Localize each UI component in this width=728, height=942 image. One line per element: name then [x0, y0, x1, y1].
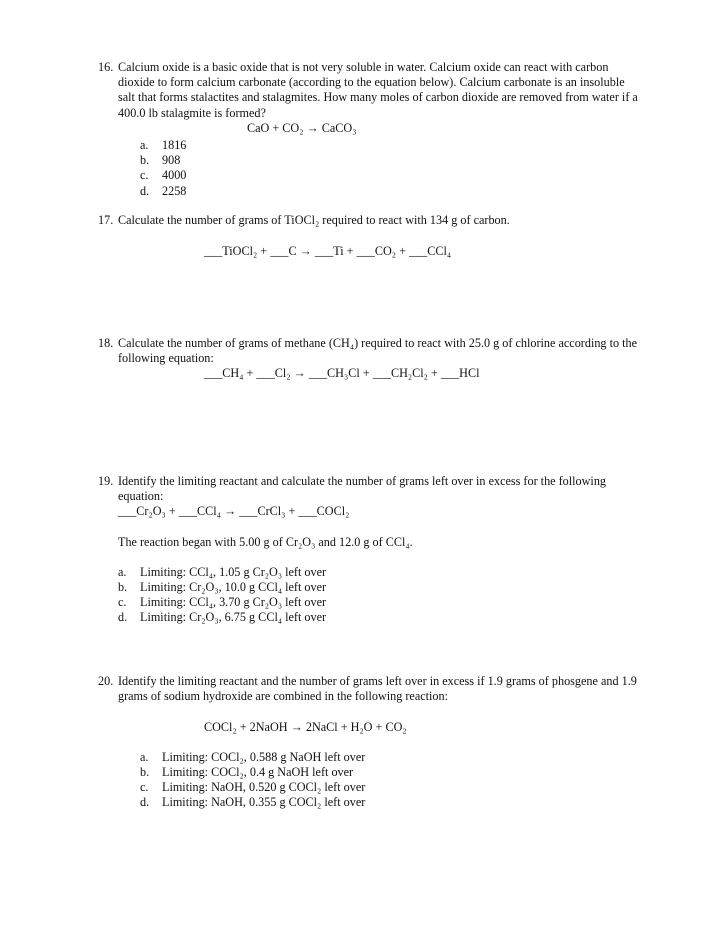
question-text: Identify the limiting reactant and the number of grams left over in excess if 1.9 grams of phosgene and 1.9 grams of sodium hydroxide are combined in the following reaction: [118, 674, 637, 704]
choice-letter: b. [118, 580, 128, 595]
equation: COCl₂ + 2NaOH → 2NaCl + H₂O + CO₂ [204, 720, 407, 735]
choice-item[interactable] [140, 184, 638, 199]
question-text: Identify the limiting reactant and calculate the number of grams left over in excess for the following equation: [118, 474, 607, 504]
choice-letter: c. [118, 595, 127, 610]
choice-text: Limiting: CCl₄, 3.70 g Cr₂O₃ left over [140, 595, 327, 610]
choice-letter: a. [118, 564, 127, 579]
choice-item[interactable] [140, 750, 638, 765]
equation: ___Cr₂O₃ + ___CCl₄ → ___CrCl₃ + ___COCl₂ [118, 504, 350, 519]
choice-item[interactable] [140, 795, 638, 810]
equation: CaO + CO₂ → CaCO₃ [247, 120, 357, 135]
choice-item[interactable] [140, 138, 638, 153]
choice-item[interactable] [140, 168, 638, 183]
equation: ___CH₄ + ___Cl₂ → ___CH₃Cl + ___CH₂Cl₂ + ___HCl [204, 366, 480, 381]
question-text: Calculate the number of grams of TiOCl₂ required to react with 134 g of carbon. [118, 213, 510, 227]
question-19 [98, 474, 638, 626]
question-20 [98, 674, 638, 810]
question-17 [98, 213, 638, 259]
choice-letter: a. [140, 749, 149, 764]
choice-list [98, 565, 638, 626]
choice-letter: d. [140, 183, 150, 198]
choice-letter: b. [140, 764, 150, 779]
choice-text: 4000 [162, 168, 187, 183]
question-16 [98, 60, 638, 199]
question-text: Calculate the number of grams of methane (CH₄) required to react with 25.0 g of chlorine according to the following equation: [118, 336, 637, 366]
question-text: Calcium oxide is a basic oxide that is not very soluble in water. Calcium oxide can react with carbon dioxide to form calcium carbonate (according to the equation below). Calcium carbonate is an insoluble salt that forms stalactites and stalagmites. How many moles of carbon dioxide are removed from water if a 400.0 lb stalagmite is formed? [118, 60, 638, 120]
question-number: 19. [98, 474, 114, 488]
reaction-note: The reaction began with 5.00 g of Cr₂O₃ and 12.0 g of CCl₄. [118, 534, 413, 549]
question-number: 18. [98, 336, 114, 350]
choice-list [98, 138, 638, 199]
choice-text: Limiting: COCl₂, 0.588 g NaOH left over [162, 749, 366, 764]
choice-text: Limiting: CCl₄, 1.05 g Cr₂O₃ left over [140, 564, 327, 579]
choice-item[interactable] [118, 595, 638, 610]
choice-item[interactable] [140, 153, 638, 168]
choice-list [98, 750, 638, 811]
choice-letter: d. [118, 610, 128, 625]
choice-text: Limiting: NaOH, 0.520 g COCl₂ left over [162, 780, 366, 795]
choice-item[interactable] [118, 610, 638, 625]
question-18 [98, 336, 638, 382]
question-number: 16. [98, 60, 114, 74]
choice-item[interactable] [140, 765, 638, 780]
choice-text: 2258 [162, 183, 187, 198]
question-number: 17. [98, 213, 114, 227]
choice-letter: a. [140, 138, 149, 153]
choice-letter: c. [140, 780, 149, 795]
choice-letter: d. [140, 795, 150, 810]
choice-text: 1816 [162, 138, 187, 153]
choice-text: Limiting: COCl₂, 0.4 g NaOH left over [162, 764, 354, 779]
choice-text: Limiting: Cr₂O₃, 10.0 g CCl₄ left over [140, 580, 327, 595]
choice-text: Limiting: Cr₂O₃, 6.75 g CCl₄ left over [140, 610, 327, 625]
choice-item[interactable] [140, 780, 638, 795]
choice-item[interactable] [118, 565, 638, 580]
question-number: 20. [98, 674, 114, 688]
equation: ___TiOCl₂ + ___C → ___Ti + ___CO₂ + ___CCl₄ [204, 244, 452, 259]
choice-letter: b. [140, 153, 150, 168]
choice-item[interactable] [118, 580, 638, 595]
choice-text: 908 [162, 153, 181, 168]
choice-letter: c. [140, 168, 149, 183]
choice-text: Limiting: NaOH, 0.355 g COCl₂ left over [162, 795, 366, 810]
